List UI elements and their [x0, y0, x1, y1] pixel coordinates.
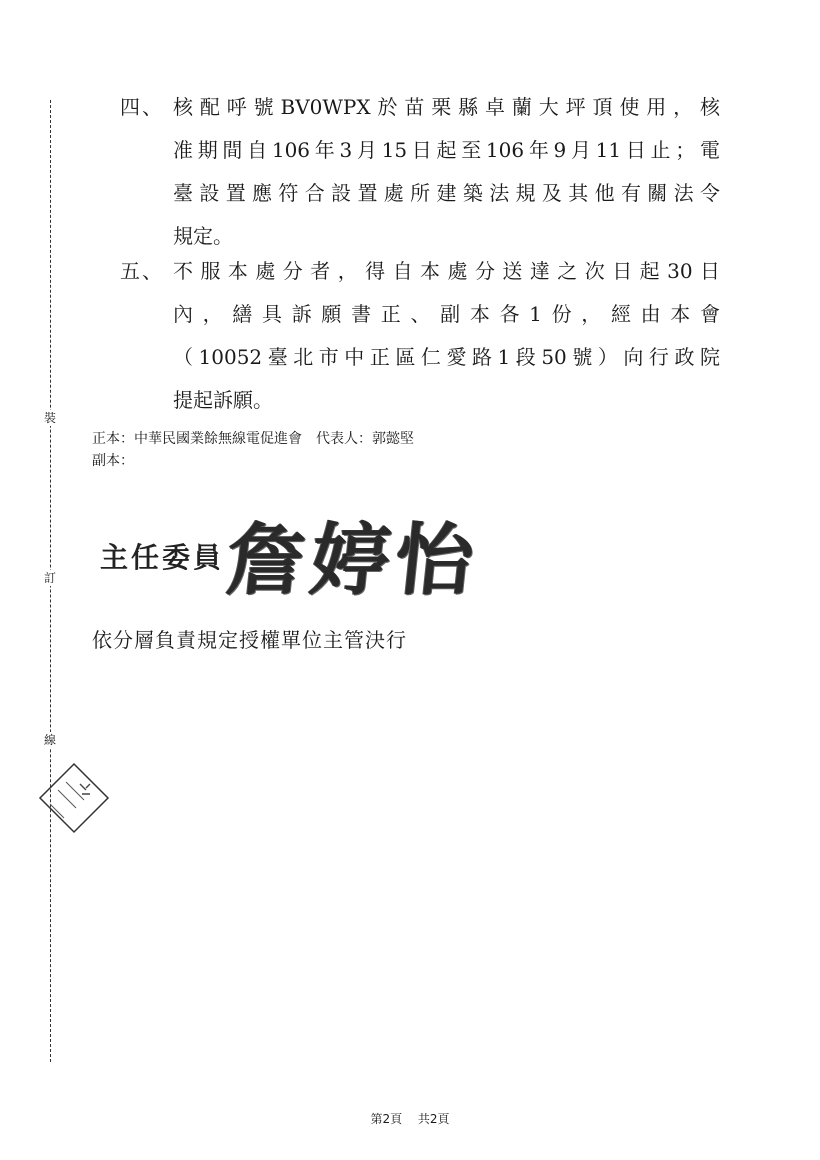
binding-mark-zhuang: 裝 — [43, 411, 56, 425]
approval-stamp-icon — [36, 760, 112, 836]
total-pages: 共2頁 — [417, 1112, 450, 1126]
clause-number: 五、 — [120, 259, 164, 283]
clause-line: 准期間自106年3月15日起至106年9月11日止；電 — [173, 138, 720, 162]
clause-number: 四、 — [120, 95, 164, 119]
clause-line: 核配呼號BV0WPX於苗栗縣卓蘭大坪頂使用，核 — [173, 95, 720, 119]
original-copy-recipient: 正本：中華民國業餘無線電促進會 代表人：郭懿堅 — [92, 431, 414, 447]
clause-line: 內，繕具訴願書正、副本各1份，經由本會 — [173, 302, 720, 326]
delegation-note: 依分層負責規定授權單位主管決行 — [92, 628, 407, 652]
signatory-title: 主任委員 — [100, 541, 225, 574]
binding-mark-xian: 線 — [43, 733, 56, 747]
clause-line: （10052臺北市中正區仁愛路1段50號）向行政院 — [173, 345, 720, 369]
clause-line: 規定。 — [173, 224, 233, 248]
clause-line: 臺設置應符合設置處所建築法規及其他有關法令 — [173, 181, 720, 205]
clause-line: 不服本處分者，得自本處分送達之次日起30日 — [173, 259, 720, 283]
page-number: 第2頁 — [370, 1112, 403, 1126]
clause-4 — [120, 86, 720, 258]
clause-5 — [120, 250, 720, 422]
page-footer — [0, 1110, 820, 1127]
duplicate-copy-recipient: 副本： — [92, 453, 134, 469]
signatory-name-signature: 詹婷怡 — [222, 515, 485, 606]
clause-line: 提起訴願。 — [173, 388, 273, 412]
binding-mark-ding: 訂 — [43, 571, 56, 585]
